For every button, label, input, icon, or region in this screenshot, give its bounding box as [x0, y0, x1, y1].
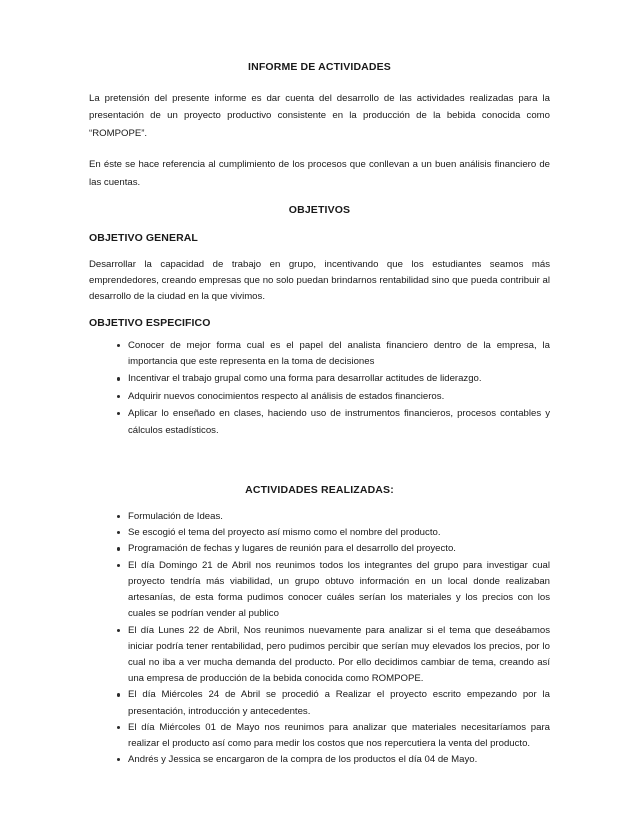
bullet-icon [117, 531, 120, 534]
list-item [89, 623, 550, 688]
list-item [89, 406, 550, 439]
bullet-icon [117, 344, 120, 347]
bullet-icon [117, 726, 120, 729]
intro-paragraph-2: En éste se hace referencia al cumplimiento de los procesos que conllevan a un buen análisis financiero de las cuentas. [89, 159, 550, 188]
list-item-text: El día Miércoles 01 de Mayo nos reunimos para analizar que materiales necesitaríamos para realizar el producto así como para medir los costos que nos repercutiera la venta del producto. [128, 721, 550, 749]
list-item-text: El día Miércoles 24 de Abril se procedió a Realizar el proyecto escrito empezando por la presentación, introducción y antecedentes. [128, 689, 550, 717]
spacer [89, 142, 550, 156]
spacer [89, 74, 550, 90]
list-item-text: Incentivar el trabajo grupal como una forma para desarrollar actitudes de liderazgo. [128, 373, 482, 385]
list-item [89, 752, 550, 768]
list-item-text: Programación de fechas y lugares de reunión para el desarrollo del proyecto. [128, 543, 456, 555]
list-item [89, 687, 550, 719]
list-item [89, 371, 550, 387]
list-item [89, 558, 550, 623]
objetivo-general-text: Desarrollar la capacidad de trabajo en grupo, incentivando que los estudiantes seamos más emprendedores, creando empresas que no solo puedan brindarnos rentabilidad sino que pueda contribuir al desarrollo de la ciudad en la que vivimos. [89, 259, 550, 303]
list-item [89, 509, 550, 525]
list-item-text: Aplicar lo enseñado en clases, haciendo uso de instrumentos financieros, procesos contables y cálculos estadísticos. [128, 408, 550, 436]
bullet-icon [117, 629, 120, 632]
objetivo-general-heading: OBJETIVO GENERAL [89, 232, 198, 245]
bullet-icon [117, 547, 120, 550]
objetivo-especifico-heading: OBJETIVO ESPECIFICO [89, 316, 211, 329]
actividades-heading: ACTIVIDADES REALIZADAS: [245, 484, 394, 497]
bullet-icon [117, 412, 120, 415]
list-item [89, 541, 550, 557]
list-item-text: Formulación de Ideas. [128, 511, 223, 523]
spacer [89, 217, 550, 231]
list-item [89, 720, 550, 752]
spacer [89, 439, 550, 483]
document-body [89, 60, 550, 768]
bullet-icon [117, 395, 120, 398]
objetivo-especifico-list [89, 338, 550, 439]
spacer [89, 245, 550, 257]
intro-paragraph-1: La pretensión del presente informe es dar cuenta del desarrollo de las actividades realizadas para la presentación de un proyecto productivo consistente en la producción de la bebida conocida como “ROMPOPE”. [89, 93, 550, 139]
list-item-text: Conocer de mejor forma cual es el papel del analista financiero dentro de la empresa, la importancia que este representa en la toma de decisiones [128, 339, 550, 368]
objetivos-heading: OBJETIVOS [288, 204, 351, 217]
list-item [89, 389, 550, 405]
bullet-icon [117, 377, 120, 380]
actividades-list [89, 509, 550, 768]
spacer [89, 497, 550, 509]
list-item [89, 338, 550, 371]
bullet-icon [117, 515, 120, 518]
page-title: INFORME DE ACTIVIDADES [248, 61, 391, 73]
list-item-text: Andrés y Jessica se encargaron de la compra de los productos el día 04 de Mayo. [128, 754, 478, 766]
spacer [89, 330, 550, 338]
list-item [89, 525, 550, 541]
list-item-text: Se escogió el tema del proyecto así mismo como el nombre del producto. [128, 527, 441, 539]
spacer [89, 306, 550, 316]
bullet-icon [117, 564, 120, 567]
bullet-icon [117, 758, 120, 761]
bullet-icon [117, 693, 120, 696]
list-item-text: El día Domingo 21 de Abril nos reunimos todos los integrantes del grupo para investigar cual proyecto tendría más viabilidad, un grupo obtuvo información en un local donde realizaban artesanías, de esta forma pudimos conocer cuáles serían los materiales y los precios con los cuales se podrían vender al publico [128, 559, 550, 620]
list-item-text: Adquirir nuevos conocimientos respecto al análisis de estados financieros. [128, 390, 445, 402]
spacer [89, 191, 550, 203]
list-item-text: El día Lunes 22 de Abril, Nos reunimos nuevamente para analizar si el tema que deseábamos iniciar podría tener rentabilidad, pero pudimos percibir que serían muy elevados los precios, por lo cual no iba a ver mucha demanda del producto. Por ello decidimos cambiar de tema, creando así una empresa de producción de la bebida conocida como ROMPOPE. [128, 624, 550, 685]
